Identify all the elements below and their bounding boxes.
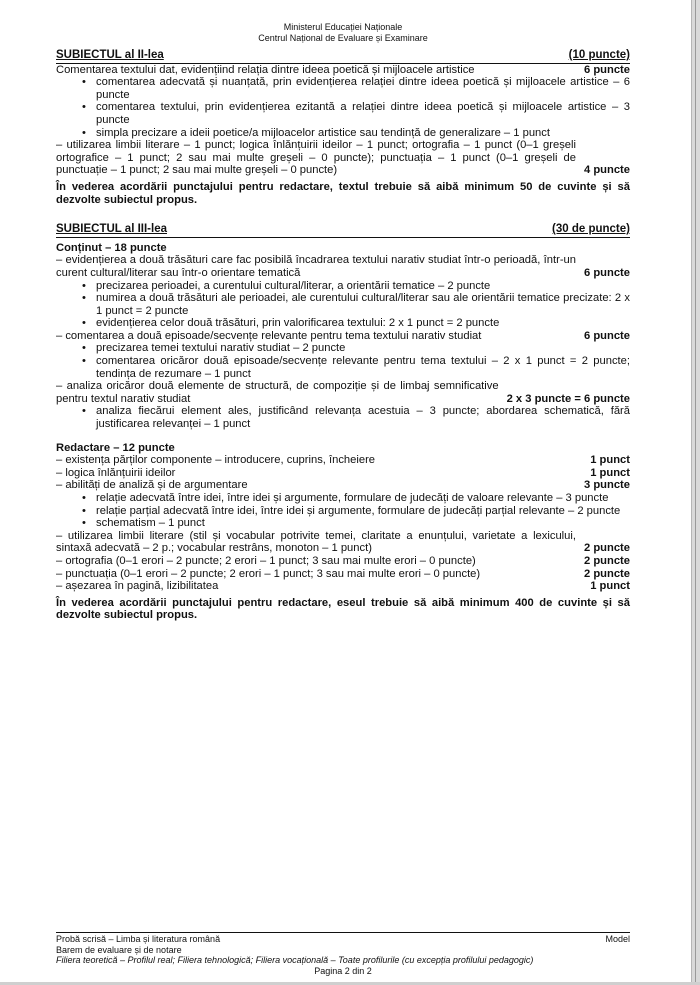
c2-bullets: [56, 342, 630, 380]
s2-note: În vederea acordării punctajului pentru redactare, textul trebuie să aibă minimum 50 de cuvinte și să dezvolte subiectul propus.: [56, 180, 630, 206]
page-footer: [56, 932, 630, 976]
c2-row: [56, 330, 630, 343]
r3-bullet-2: • relație parțial adecvată între idei, între idei și argumente, formulare de judecăți parțial relevante – 2 puncte: [56, 505, 630, 518]
page-header: [56, 22, 630, 43]
s2-main-text: Comentarea textului dat, evidențiind relația dintre ideea poetică și mijloacele artistice: [56, 63, 475, 76]
c1-bullet-3: • evidențierea celor două trăsături, prin valorificarea textului: 2 x 1 punct = 2 puncte: [56, 317, 630, 330]
c2-bullet-2: • comentarea oricăror două episoade/secvențe relevante pentru tema textului – 2 x 1 punct = 2 puncte; tendința de rezumare – 1 punct: [56, 355, 630, 380]
s2-lang-text: – utilizarea limbii literare – 1 punct; logica înlănțuirii ideilor – 1 punct; ortografia – 1 punct (0–1 greșeli ortografice – 1 punct; 2 sau mai multe greșeli – 0 puncte); punctuația – 1 punct (0–1 greșeli de punctuație – 1 punct; 2 sau mai multe greșeli – 0 puncte): [56, 139, 576, 177]
c2-text: – comentarea a două episoade/secvențe relevante pentru tema textului narativ studiat: [56, 329, 482, 342]
c1-bullet-1: • precizarea perioadei, a curentului cultural/literar, a orientării tematice – 2 puncte: [56, 280, 630, 293]
s2-bullet-2: • comentarea textului, prin evidențierea ezitantă a relației dintre ideea poetică și mijloacele artistice – 3 puncte: [56, 101, 630, 126]
r7-points: 1 punct: [590, 580, 630, 593]
s2-bullets: [56, 76, 630, 139]
r3-bullets: [56, 492, 630, 530]
r6-points: 2 puncte: [583, 567, 630, 580]
c3-row: [56, 380, 630, 405]
redactare-title: Redactare – 12 puncte: [56, 441, 175, 454]
c1-row: [56, 254, 630, 279]
r3-row: [56, 479, 630, 492]
c3-bullet-1: • analiza fiecărui element ales, justificând relevanța acestuia – 3 puncte; abordarea schematică, fără justificarea relevanței – 1 punct: [56, 405, 630, 430]
r3-bullet-3: • schematism – 1 punct: [56, 517, 630, 530]
section-3-points: (30 de puncte): [552, 223, 630, 236]
s2-bullet-1: • comentarea adecvată și nuanțată, prin evidențierea relației dintre ideea poetică și mijloacele artistice – 6 puncte: [56, 76, 630, 101]
footer-profiles: Filiera teoretică – Profilul real; Filiera tehnologică; Filiera vocațională – Toate profilurile (cu excepția profilului pedagogic): [56, 955, 534, 965]
s3-note: În vederea acordării punctajului pentru redactare, eseul trebuie să aibă minimum 400 de cuvinte și să dezvolte subiectul propus.: [56, 596, 630, 622]
r1-points: 1 punct: [590, 454, 630, 467]
r2-points: 1 punct: [590, 466, 630, 479]
document-page: [56, 0, 630, 622]
s2-bullet-3: • simpla precizare a ideii poetice/a mijloacelor artistice sau tendință de generalizare – 1 punct: [56, 127, 630, 140]
section-2-heading: [56, 49, 630, 64]
r1-text: – existența părților componente – introducere, cuprins, încheiere: [56, 454, 376, 467]
r2-text: – logica înlănțuirii ideilor: [56, 466, 176, 479]
section-2-points: (10 puncte): [568, 49, 630, 61]
c3-bullets: [56, 405, 630, 430]
c3-text: – analiza oricăror două elemente de structură, de compoziție și de limbaj semnificative pentru textul narativ studiat: [56, 380, 499, 405]
r4-row: [56, 530, 630, 555]
header-center: Centrul Național de Evaluare și Examinare: [258, 32, 428, 43]
c1-points: 6 puncte: [583, 266, 630, 279]
content-title: Conținut – 18 puncte: [56, 241, 167, 254]
c1-bullets: [56, 280, 630, 330]
r7-text: – așezarea în pagină, lizibilitatea: [56, 580, 219, 593]
r5-row: [56, 555, 630, 568]
r6-row: [56, 568, 630, 581]
c2-bullet-1: • precizarea temei textului narativ studiat – 2 puncte: [56, 342, 630, 355]
window-edge-right: [691, 0, 700, 985]
s2-main-row: [56, 64, 630, 77]
section-3-heading: [56, 223, 630, 238]
r1-row: [56, 454, 630, 467]
footer-barem: Barem de evaluare și de notare: [56, 944, 182, 955]
r3-text: – abilități de analiză și de argumentare: [56, 479, 248, 492]
footer-exam-name: Probă scrisă – Limba și literatura română: [56, 934, 221, 944]
r4-points: 2 puncte: [583, 542, 630, 555]
r3-points: 3 puncte: [583, 479, 630, 492]
footer-model: Model: [605, 934, 630, 944]
footer-page-number: Pagina 2 din 2: [314, 965, 372, 976]
r3-bullet-1: • relație adecvată între idei, între idei și argumente, formulare de judecăți de valoare relevante – 3 puncte: [56, 492, 630, 505]
c3-points: 2 x 3 puncte = 6 puncte: [506, 392, 630, 405]
r2-row: [56, 467, 630, 480]
r5-text: – ortografia (0–1 erori – 2 puncte; 2 erori – 1 punct; 3 sau mai multe erori – 0 puncte): [56, 554, 476, 567]
c2-points: 6 puncte: [583, 329, 630, 342]
r4-text: – utilizarea limbii literare (stil și vocabular potrivite temei, claritate a enunțului, varietate a lexicului, sintaxă adecvată – 2 p.; vocabular restrâns, monoton – 1 punct): [56, 529, 576, 555]
r6-text: – punctuația (0–1 erori – 2 puncte; 2 erori – 1 punct; 3 sau mai multe erori – 0 puncte): [56, 567, 481, 580]
section-2-title: SUBIECTUL al II-lea: [56, 49, 164, 61]
c1-bullet-2: • numirea a două trăsături ale perioadei, ale curentului cultural/literar sau ale orientării tematice precizate: 2 x 1 punct = 2 puncte: [56, 292, 630, 317]
s2-lang-row: [56, 139, 630, 177]
c1-text: – evidențierea a două trăsături care fac posibilă încadrarea textului narativ studiat într-o perioadă, într-un curent cultural/literar sau într-o orientare tematică: [56, 254, 576, 279]
s2-lang-points: 4 puncte: [583, 164, 630, 177]
section-3-title: SUBIECTUL al III-lea: [56, 223, 167, 236]
header-ministry: Ministerul Educației Naționale: [283, 22, 403, 32]
s2-main-points: 6 puncte: [583, 63, 630, 76]
r7-row: [56, 580, 630, 593]
r5-points: 2 puncte: [583, 554, 630, 567]
